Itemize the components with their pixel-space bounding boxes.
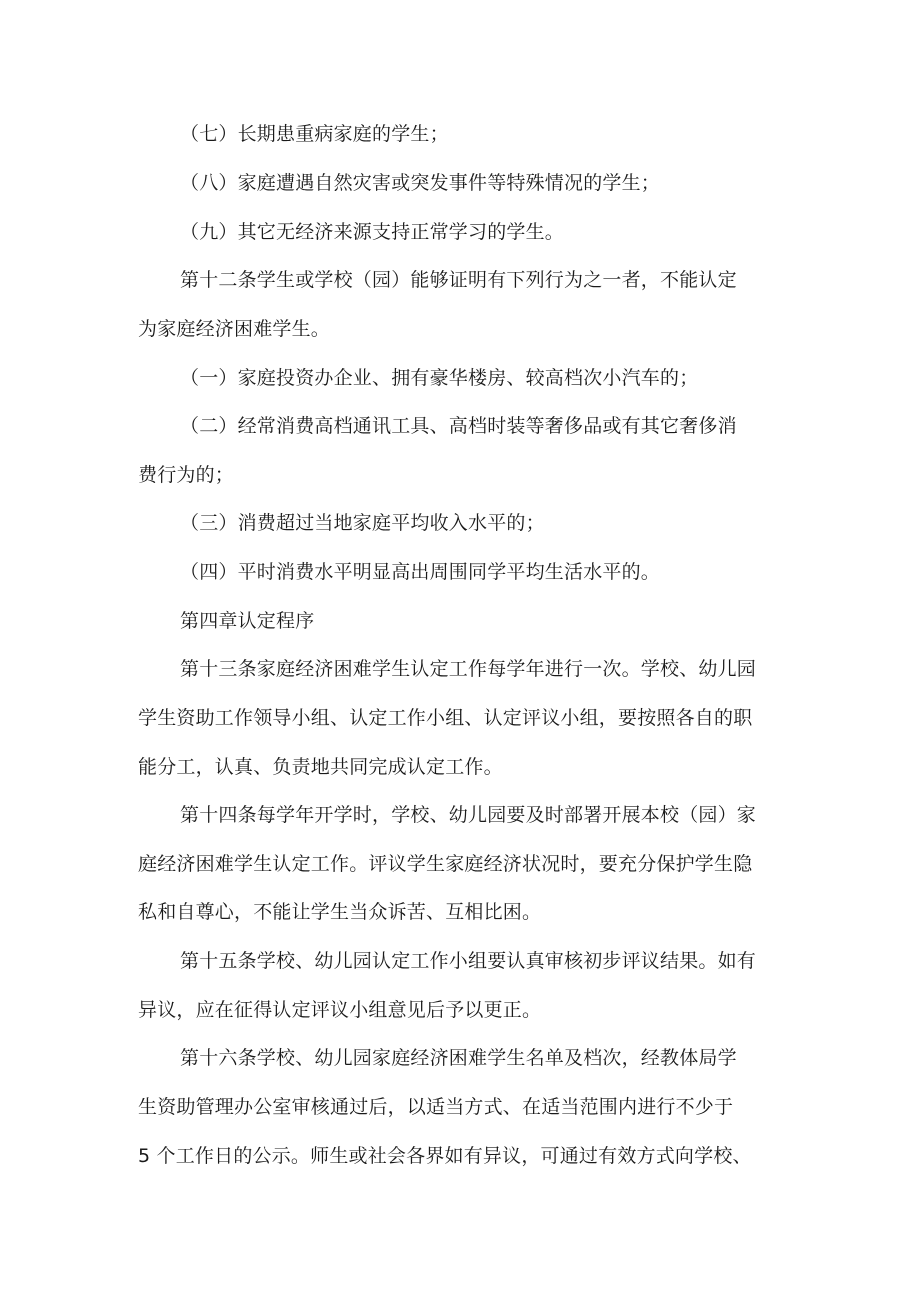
paragraph-line: 第十三条家庭经济困难学生认定工作每学年进行一次。学校、幼儿园 [180,658,757,680]
paragraph-line: 第十四条每学年开学时，学校、幼儿园要及时部署开展本校（园）家 [180,804,757,826]
paragraph-line: 庭经济困难学生认定工作。评议学生家庭经济状况时，要充分保护学生隐 [138,853,753,875]
paragraph-line: 第十六条学校、幼儿园家庭经济困难学生名单及档次，经教体局学 [180,1047,737,1069]
paragraph-line: （三）消费超过当地家庭平均收入水平的； [180,512,545,534]
paragraph-line: 5 个工作日的公示。师生或社会各界如有异议，可通过有效方式向学校、 [138,1145,752,1167]
paragraph-line: 为家庭经济困难学生。 [138,318,331,340]
paragraph-line: 学生资助工作领导小组、认定工作小组、认定评议小组，要按照各自的职 [138,707,753,729]
paragraph-line: 能分工，认真、负责地共同完成认定工作。 [138,756,503,778]
paragraph-line: 私和自尊心，不能让学生当众诉苦、互相比困。 [138,901,542,923]
paragraph-line: 第十五条学校、幼儿园认定工作小组要认真审核初步评议结果。如有 [180,950,757,972]
paragraph-line: （八）家庭遭遇自然灾害或突发事件等特殊情况的学生； [180,172,661,194]
paragraph-line: （一）家庭投资办企业、拥有豪华楼房、较高档次小汽车的； [180,367,699,389]
paragraph-line: 异议，应在征得认定评议小组意见后予以更正。 [138,999,542,1021]
paragraph-line: 生资助管理办公室审核通过后，以适当方式、在适当范围内进行不少于 [138,1096,734,1118]
paragraph-line: （七）长期患重病家庭的学生； [180,123,449,145]
paragraph-line: （九）其它无经济来源支持正常学习的学生。 [180,221,565,243]
paragraph-line: （四）平时消费水平明显高出周围同学平均生活水平的。 [180,561,661,583]
paragraph-line: 费行为的； [138,464,235,486]
chapter-heading: 第四章认定程序 [180,610,315,632]
paragraph-line: （二）经常消费高档通讯工具、高档时装等奢侈品或有其它奢侈消 [180,415,737,437]
paragraph-line: 第十二条学生或学校（园）能够证明有下列行为之一者，不能认定 [180,269,737,291]
